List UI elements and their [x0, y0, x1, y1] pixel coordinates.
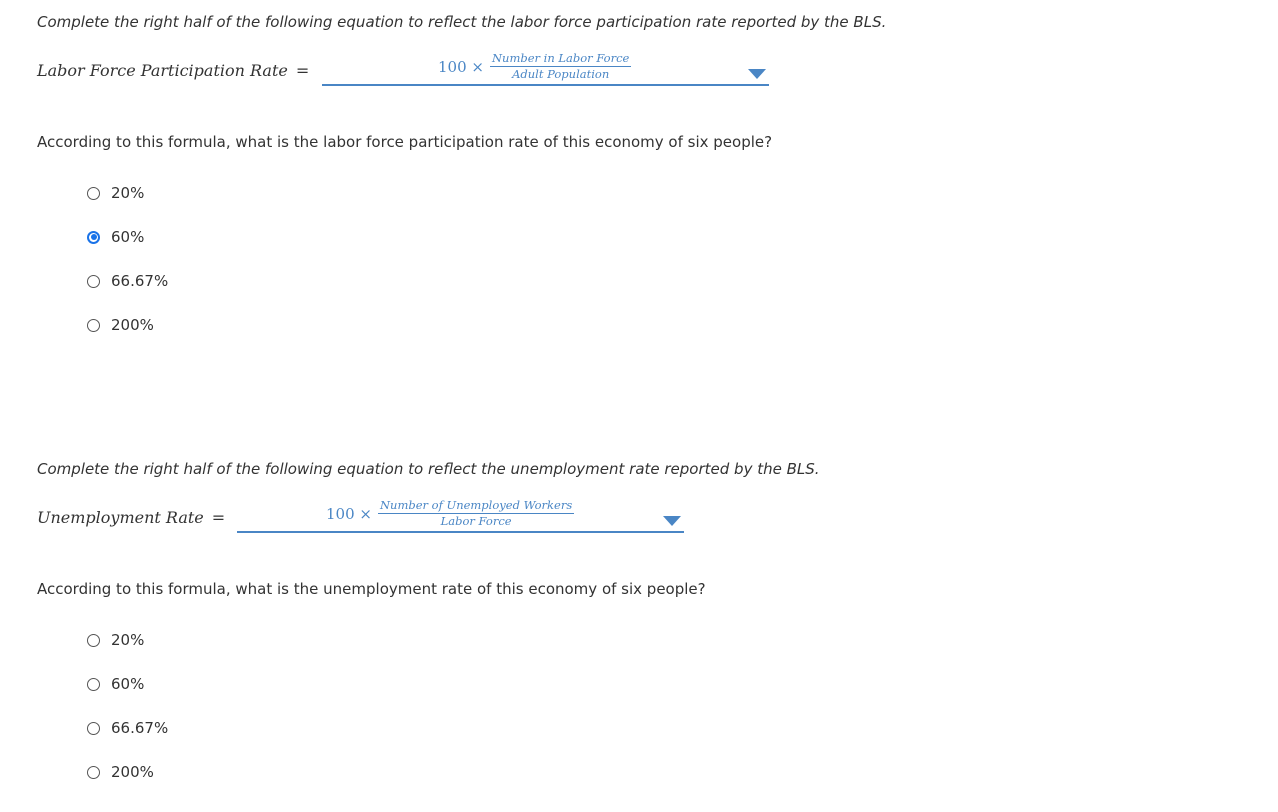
- radio-button-icon[interactable]: [87, 187, 100, 200]
- formula-fraction: [378, 499, 574, 528]
- option-label: 200%: [111, 763, 154, 781]
- caret-down-icon: [748, 69, 766, 79]
- option-label: 60%: [111, 675, 145, 693]
- formula-display: [438, 52, 631, 81]
- equals-sign: =: [211, 508, 226, 527]
- option-label: 60%: [111, 228, 145, 246]
- radio-button-icon[interactable]: [87, 722, 100, 735]
- instruction-unemployment: Complete the right half of the following equation to reflect the unemployment rate reported by the BLS.: [37, 460, 820, 478]
- formula-fraction: [490, 52, 631, 81]
- option-label: 66.67%: [111, 272, 169, 290]
- equals-sign: =: [295, 61, 310, 80]
- question-unemployment: According to this formula, what is the unemployment rate of this economy of six people?: [37, 580, 706, 598]
- option-label: 20%: [111, 184, 145, 202]
- formula-denominator: Labor Force: [440, 514, 512, 529]
- lfpr-option-66-67[interactable]: [87, 272, 168, 290]
- question-lfpr: According to this formula, what is the labor force participation rate of this economy of six people?: [37, 133, 773, 151]
- option-label: 200%: [111, 316, 154, 334]
- radio-button-icon[interactable]: [87, 319, 100, 332]
- radio-button-icon[interactable]: [87, 678, 100, 691]
- unemployment-formula-dropdown[interactable]: [237, 497, 684, 533]
- formula-denominator: Adult Population: [512, 67, 610, 82]
- option-label: 20%: [111, 631, 145, 649]
- unemployment-option-60[interactable]: [87, 675, 144, 693]
- equation-label-text: Labor Force Participation Rate: [37, 61, 288, 80]
- option-label: 66.67%: [111, 719, 169, 737]
- instruction-lfpr: Complete the right half of the following equation to reflect the labor force participation rate reported by the BLS.: [37, 13, 887, 31]
- formula-numerator: Number of Unemployed Workers: [378, 499, 574, 514]
- radio-button-icon[interactable]: [87, 275, 100, 288]
- radio-button-icon[interactable]: [87, 766, 100, 779]
- formula-numerator: Number in Labor Force: [490, 52, 631, 67]
- lfpr-option-60[interactable]: [87, 228, 144, 246]
- equation-label-text: Unemployment Rate: [37, 508, 204, 527]
- radio-button-icon[interactable]: [87, 634, 100, 647]
- lfpr-option-20[interactable]: [87, 184, 144, 202]
- unemployment-option-66-67[interactable]: [87, 719, 168, 737]
- formula-coefficient: 100 ×: [438, 57, 484, 76]
- lfpr-option-200[interactable]: [87, 316, 154, 334]
- equation-label-unemployment: [37, 508, 225, 527]
- formula-coefficient: 100 ×: [326, 504, 372, 523]
- unemployment-option-200[interactable]: [87, 763, 154, 781]
- caret-down-icon: [663, 516, 681, 526]
- formula-display: [326, 499, 574, 528]
- radio-button-selected-icon[interactable]: [87, 231, 100, 244]
- unemployment-option-20[interactable]: [87, 631, 144, 649]
- lfpr-formula-dropdown[interactable]: [322, 50, 769, 86]
- equation-label-lfpr: [37, 61, 309, 80]
